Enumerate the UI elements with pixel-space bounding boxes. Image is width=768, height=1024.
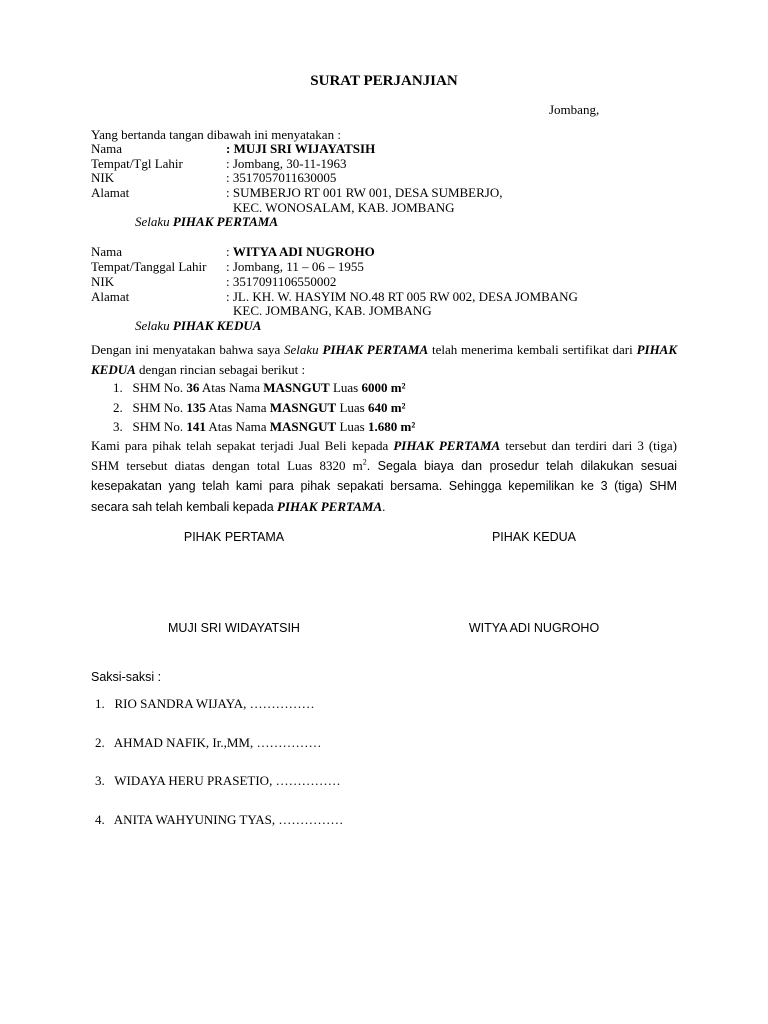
place-date: Jombang, — [549, 102, 600, 117]
role-prefix: Selaku — [135, 318, 170, 333]
agreement-text: tersebut dan terdiri dari 3 (tiga) SHM tersebut diatas dengan total Luas 8320 m — [91, 438, 678, 473]
shm-owner: MASNGUT — [263, 380, 330, 395]
superscript: 2 — [362, 457, 367, 467]
label-alamat: Alamat — [91, 185, 130, 200]
shm-item — [113, 419, 415, 434]
shm-prefix: SHM No. — [132, 419, 184, 434]
list-number: 1. — [95, 696, 105, 711]
role-name: PIHAK PERTAMA — [172, 214, 279, 229]
witness-name: WIDAYA HERU PRASETIO, …………… — [114, 773, 341, 788]
label-birth: Tempat/Tgl Lahir — [91, 156, 183, 171]
party-one-birth: : Jombang, 30-11-1963 — [226, 156, 347, 171]
party-one-address-line2: KEC. WONOSALAM, KAB. JOMBANG — [233, 200, 455, 215]
agreement-pihak-pertama: PIHAK PERTAMA — [393, 438, 501, 453]
witness-name: ANITA WAHYUNING TYAS, …………… — [113, 812, 344, 827]
shm-area: 6000 m² — [361, 380, 406, 395]
label-birth: Tempat/Tanggal Lahir — [91, 259, 207, 274]
signature-role-left: PIHAK PERTAMA — [183, 530, 285, 544]
shm-area: 640 m² — [367, 400, 406, 415]
statement-pihak-kedua: PIHAK KEDUA — [91, 342, 678, 377]
shm-atas-nama: Atas Nama — [201, 380, 260, 395]
witness-item — [95, 773, 341, 788]
list-number: 1. — [113, 380, 123, 395]
list-number: 2. — [95, 735, 105, 750]
shm-area: 1.680 m² — [367, 419, 416, 434]
party-two-address-line1: : JL. KH. W. HASYIM NO.48 RT 005 RW 002, DESA JOMBANG — [226, 289, 578, 304]
party-two-birth: : Jombang, 11 – 06 – 1955 — [226, 259, 364, 274]
witness-name: AHMAD NAFIK, Ir.,MM, …………… — [113, 735, 322, 750]
witness-item — [95, 735, 321, 750]
shm-owner: MASNGUT — [269, 400, 337, 415]
shm-prefix: SHM No. — [132, 400, 184, 415]
statement-selaku: Selaku — [284, 342, 319, 357]
label-nik: NIK — [91, 274, 115, 289]
shm-prefix: SHM No. — [132, 380, 184, 395]
list-number: 4. — [95, 812, 105, 827]
shm-atas-nama: Atas Nama — [208, 419, 267, 434]
party-two-name-line — [226, 244, 375, 259]
witness-item — [95, 812, 343, 827]
shm-luas: Luas — [332, 380, 359, 395]
statement-text: Dengan ini menyatakan bahwa saya — [91, 342, 281, 357]
party-one-name: : MUJI SRI WIJAYATSIH — [226, 141, 376, 156]
agreement-paragraph — [91, 436, 677, 517]
agreement-text: . Segala biaya dan prosedur telah dilakukan sesuai kesepakatan yang telah kami para pihak sepakati bersama. Sehingga kepemilikan ke 3 (tiga) SHM secara sah telah kembali kepada — [91, 458, 677, 514]
list-number: 3. — [113, 419, 123, 434]
shm-luas: Luas — [339, 400, 365, 415]
shm-item — [113, 380, 405, 395]
signature-name-left: MUJI SRI WIDAYATSIH — [168, 621, 300, 635]
role-prefix: Selaku — [135, 214, 170, 229]
shm-number: 135 — [186, 400, 206, 415]
shm-number: 36 — [186, 380, 200, 395]
agreement-pihak-pertama: PIHAK PERTAMA — [277, 498, 383, 514]
party-one-role — [135, 214, 278, 229]
witnesses-heading: Saksi-saksi : — [91, 670, 162, 684]
party-two-name: WITYA ADI NUGROHO — [232, 244, 375, 259]
party-two-nik: : 3517091106550002 — [226, 274, 337, 289]
role-name: PIHAK KEDUA — [172, 318, 262, 333]
document-title: SURAT PERJANJIAN — [310, 73, 458, 89]
party-one-address-line1: : SUMBERJO RT 001 RW 001, DESA SUMBERJO, — [226, 185, 503, 200]
signature-role-right: PIHAK KEDUA — [491, 530, 577, 544]
statement-paragraph — [91, 340, 677, 379]
witness-name: RIO SANDRA WIJAYA, …………… — [114, 696, 315, 711]
agreement-text: Kami para pihak telah sepakat terjadi Jual Beli kepada — [91, 438, 389, 453]
label-alamat: Alamat — [91, 289, 130, 304]
label-nama: Nama — [91, 141, 123, 156]
party-one-nik: : 3517057011630005 — [226, 170, 337, 185]
shm-number: 141 — [186, 419, 206, 434]
shm-atas-nama: Atas Nama — [208, 400, 267, 415]
signature-name-right: WITYA ADI NUGROHO — [468, 621, 600, 635]
party-two-address-line2: KEC. JOMBANG, KAB. JOMBANG — [233, 303, 432, 318]
shm-luas: Luas — [339, 419, 365, 434]
label-nik: NIK — [91, 170, 115, 185]
shm-item — [113, 400, 405, 415]
label-nama: Nama — [91, 244, 123, 259]
shm-owner: MASNGUT — [269, 419, 337, 434]
statement-pihak-pertama: PIHAK PERTAMA — [322, 342, 429, 357]
statement-text: telah menerima kembali sertifikat dari — [431, 342, 633, 357]
list-number: 2. — [113, 400, 123, 415]
agreement-period: . — [382, 498, 386, 514]
statement-text: dengan rincian sebagai berikut : — [139, 361, 306, 377]
list-number: 3. — [95, 773, 105, 788]
party-two-role — [135, 318, 261, 333]
witness-item — [95, 696, 315, 711]
colon: : — [226, 244, 230, 259]
intro-text: Yang bertanda tangan dibawah ini menyatakan : — [91, 127, 341, 142]
